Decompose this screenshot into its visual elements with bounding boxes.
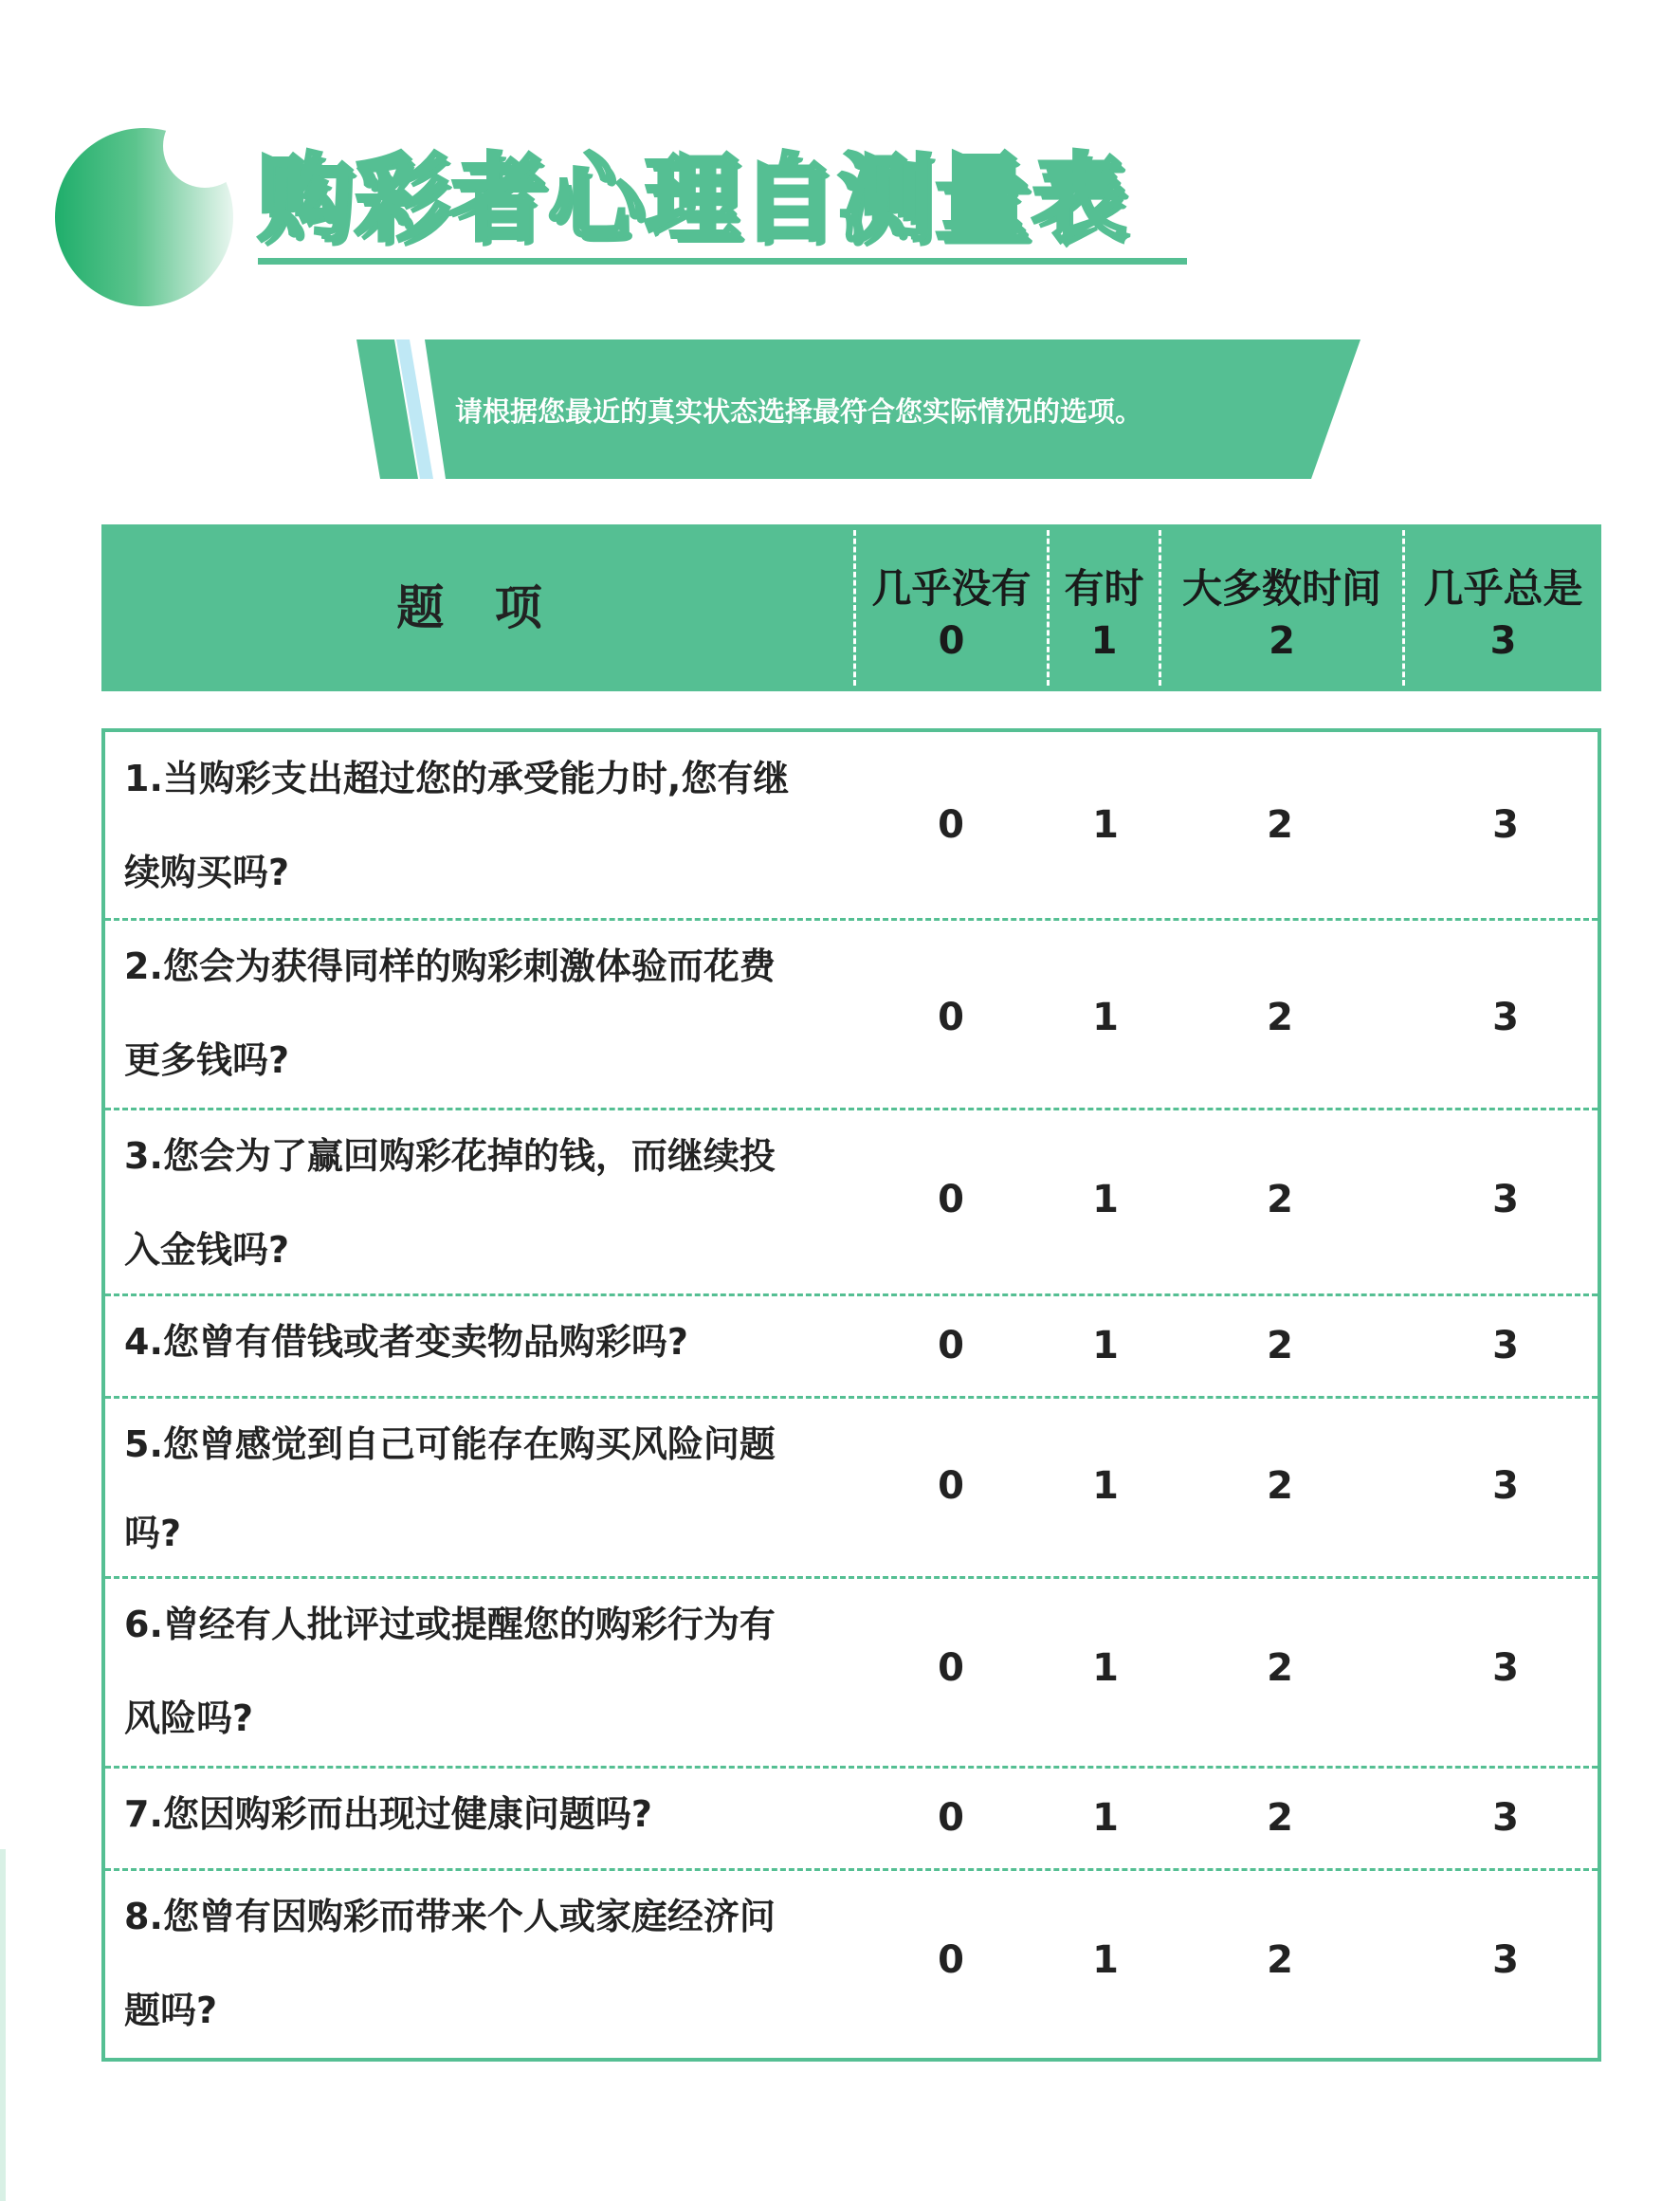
option-score: 0 xyxy=(938,619,965,663)
question-text-line1: 7.您因购彩而出现过健康问题吗? xyxy=(124,1793,652,1835)
option-label: 大多数时间 xyxy=(1181,565,1381,612)
score-option-3[interactable]: 3 xyxy=(1492,1938,1519,1982)
question-row-3 xyxy=(105,1110,1598,1295)
option-label: 几乎没有 xyxy=(871,565,1032,612)
question-text-line1: 6.曾经有人批评过或提醒您的购彩行为有 xyxy=(124,1604,776,1645)
question-text-line1: 8.您曾有因购彩而带来个人或家庭经济问 xyxy=(124,1896,776,1937)
score-option-2[interactable]: 2 xyxy=(1267,996,1293,1039)
question-text-line1: 4.您曾有借钱或者变卖物品购彩吗? xyxy=(124,1321,688,1363)
question-text-line1: 1.当购彩支出超过您的承受能力时,您有继 xyxy=(124,758,790,799)
score-option-2[interactable]: 2 xyxy=(1267,1796,1293,1840)
score-option-0[interactable]: 0 xyxy=(938,996,964,1039)
question-row-1 xyxy=(105,732,1598,920)
score-option-1[interactable]: 1 xyxy=(1092,996,1119,1039)
score-option-0[interactable]: 0 xyxy=(938,1938,964,1982)
score-option-3[interactable]: 3 xyxy=(1492,803,1519,847)
page-title: 购彩者心理自测量表 xyxy=(258,143,1128,254)
option-score: 3 xyxy=(1489,619,1517,663)
score-option-1[interactable]: 1 xyxy=(1092,1178,1119,1221)
question-text-line2: 入金钱吗? xyxy=(124,1229,290,1271)
header-item-label: 题 项 xyxy=(396,580,559,635)
score-option-1[interactable]: 1 xyxy=(1092,803,1119,847)
table-header xyxy=(101,524,1601,691)
question-row-4 xyxy=(105,1295,1598,1398)
score-option-2[interactable]: 2 xyxy=(1267,1178,1293,1221)
score-option-3[interactable]: 3 xyxy=(1492,996,1519,1039)
instruction-banner xyxy=(0,0,1680,531)
question-row-6 xyxy=(105,1578,1598,1768)
score-option-0[interactable]: 0 xyxy=(938,1646,964,1690)
option-label: 几乎总是 xyxy=(1423,565,1583,612)
score-option-0[interactable]: 0 xyxy=(938,1464,964,1508)
score-option-3[interactable]: 3 xyxy=(1492,1796,1519,1840)
score-option-3[interactable]: 3 xyxy=(1492,1178,1519,1221)
score-option-1[interactable]: 1 xyxy=(1092,1938,1119,1982)
header-option-most-of-the-time xyxy=(1161,524,1402,691)
score-option-2[interactable]: 2 xyxy=(1267,1324,1293,1367)
score-option-3[interactable]: 3 xyxy=(1492,1324,1519,1367)
score-option-1[interactable]: 1 xyxy=(1092,1796,1119,1840)
score-option-2[interactable]: 2 xyxy=(1267,1464,1293,1508)
question-text-line1: 2.您会为获得同样的购彩刺激体验而花费 xyxy=(124,945,776,987)
header-option-almost-always xyxy=(1405,524,1601,691)
question-row-7 xyxy=(105,1768,1598,1870)
score-option-1[interactable]: 1 xyxy=(1092,1324,1119,1367)
questions-table xyxy=(101,728,1601,2062)
score-option-3[interactable]: 3 xyxy=(1492,1646,1519,1690)
score-option-0[interactable]: 0 xyxy=(938,803,964,847)
score-option-1[interactable]: 1 xyxy=(1092,1464,1119,1508)
score-option-3[interactable]: 3 xyxy=(1492,1464,1519,1508)
question-text-line2: 续购买吗? xyxy=(124,852,290,893)
score-option-0[interactable]: 0 xyxy=(938,1796,964,1840)
option-score: 1 xyxy=(1090,619,1118,663)
score-option-2[interactable]: 2 xyxy=(1267,1938,1293,1982)
question-text-line1: 3.您会为了赢回购彩花掉的钱，而继续投 xyxy=(124,1135,776,1177)
question-text-line1: 5.您曾感觉到自己可能存在购买风险问题 xyxy=(124,1423,776,1465)
option-label: 有时 xyxy=(1064,565,1144,612)
score-option-2[interactable]: 2 xyxy=(1267,1646,1293,1690)
question-row-5 xyxy=(105,1398,1598,1578)
score-option-2[interactable]: 2 xyxy=(1267,803,1293,847)
question-row-8 xyxy=(105,1870,1598,2058)
question-text-line2: 更多钱吗? xyxy=(124,1039,290,1081)
question-row-2 xyxy=(105,920,1598,1110)
decorative-side-bar xyxy=(0,1849,6,2201)
question-text-line2: 风险吗? xyxy=(124,1697,254,1739)
instruction-text: 请根据您最近的真实状态选择最符合您实际情况的选项。 xyxy=(455,395,1143,428)
score-option-0[interactable]: 0 xyxy=(938,1324,964,1367)
header-option-sometimes xyxy=(1050,524,1159,691)
option-score: 2 xyxy=(1269,619,1295,663)
score-option-0[interactable]: 0 xyxy=(938,1178,964,1221)
header-option-almost-never xyxy=(856,524,1047,691)
question-text-line2: 吗? xyxy=(124,1513,182,1554)
question-text-line2: 题吗? xyxy=(124,1990,218,2031)
score-option-1[interactable]: 1 xyxy=(1092,1646,1119,1690)
